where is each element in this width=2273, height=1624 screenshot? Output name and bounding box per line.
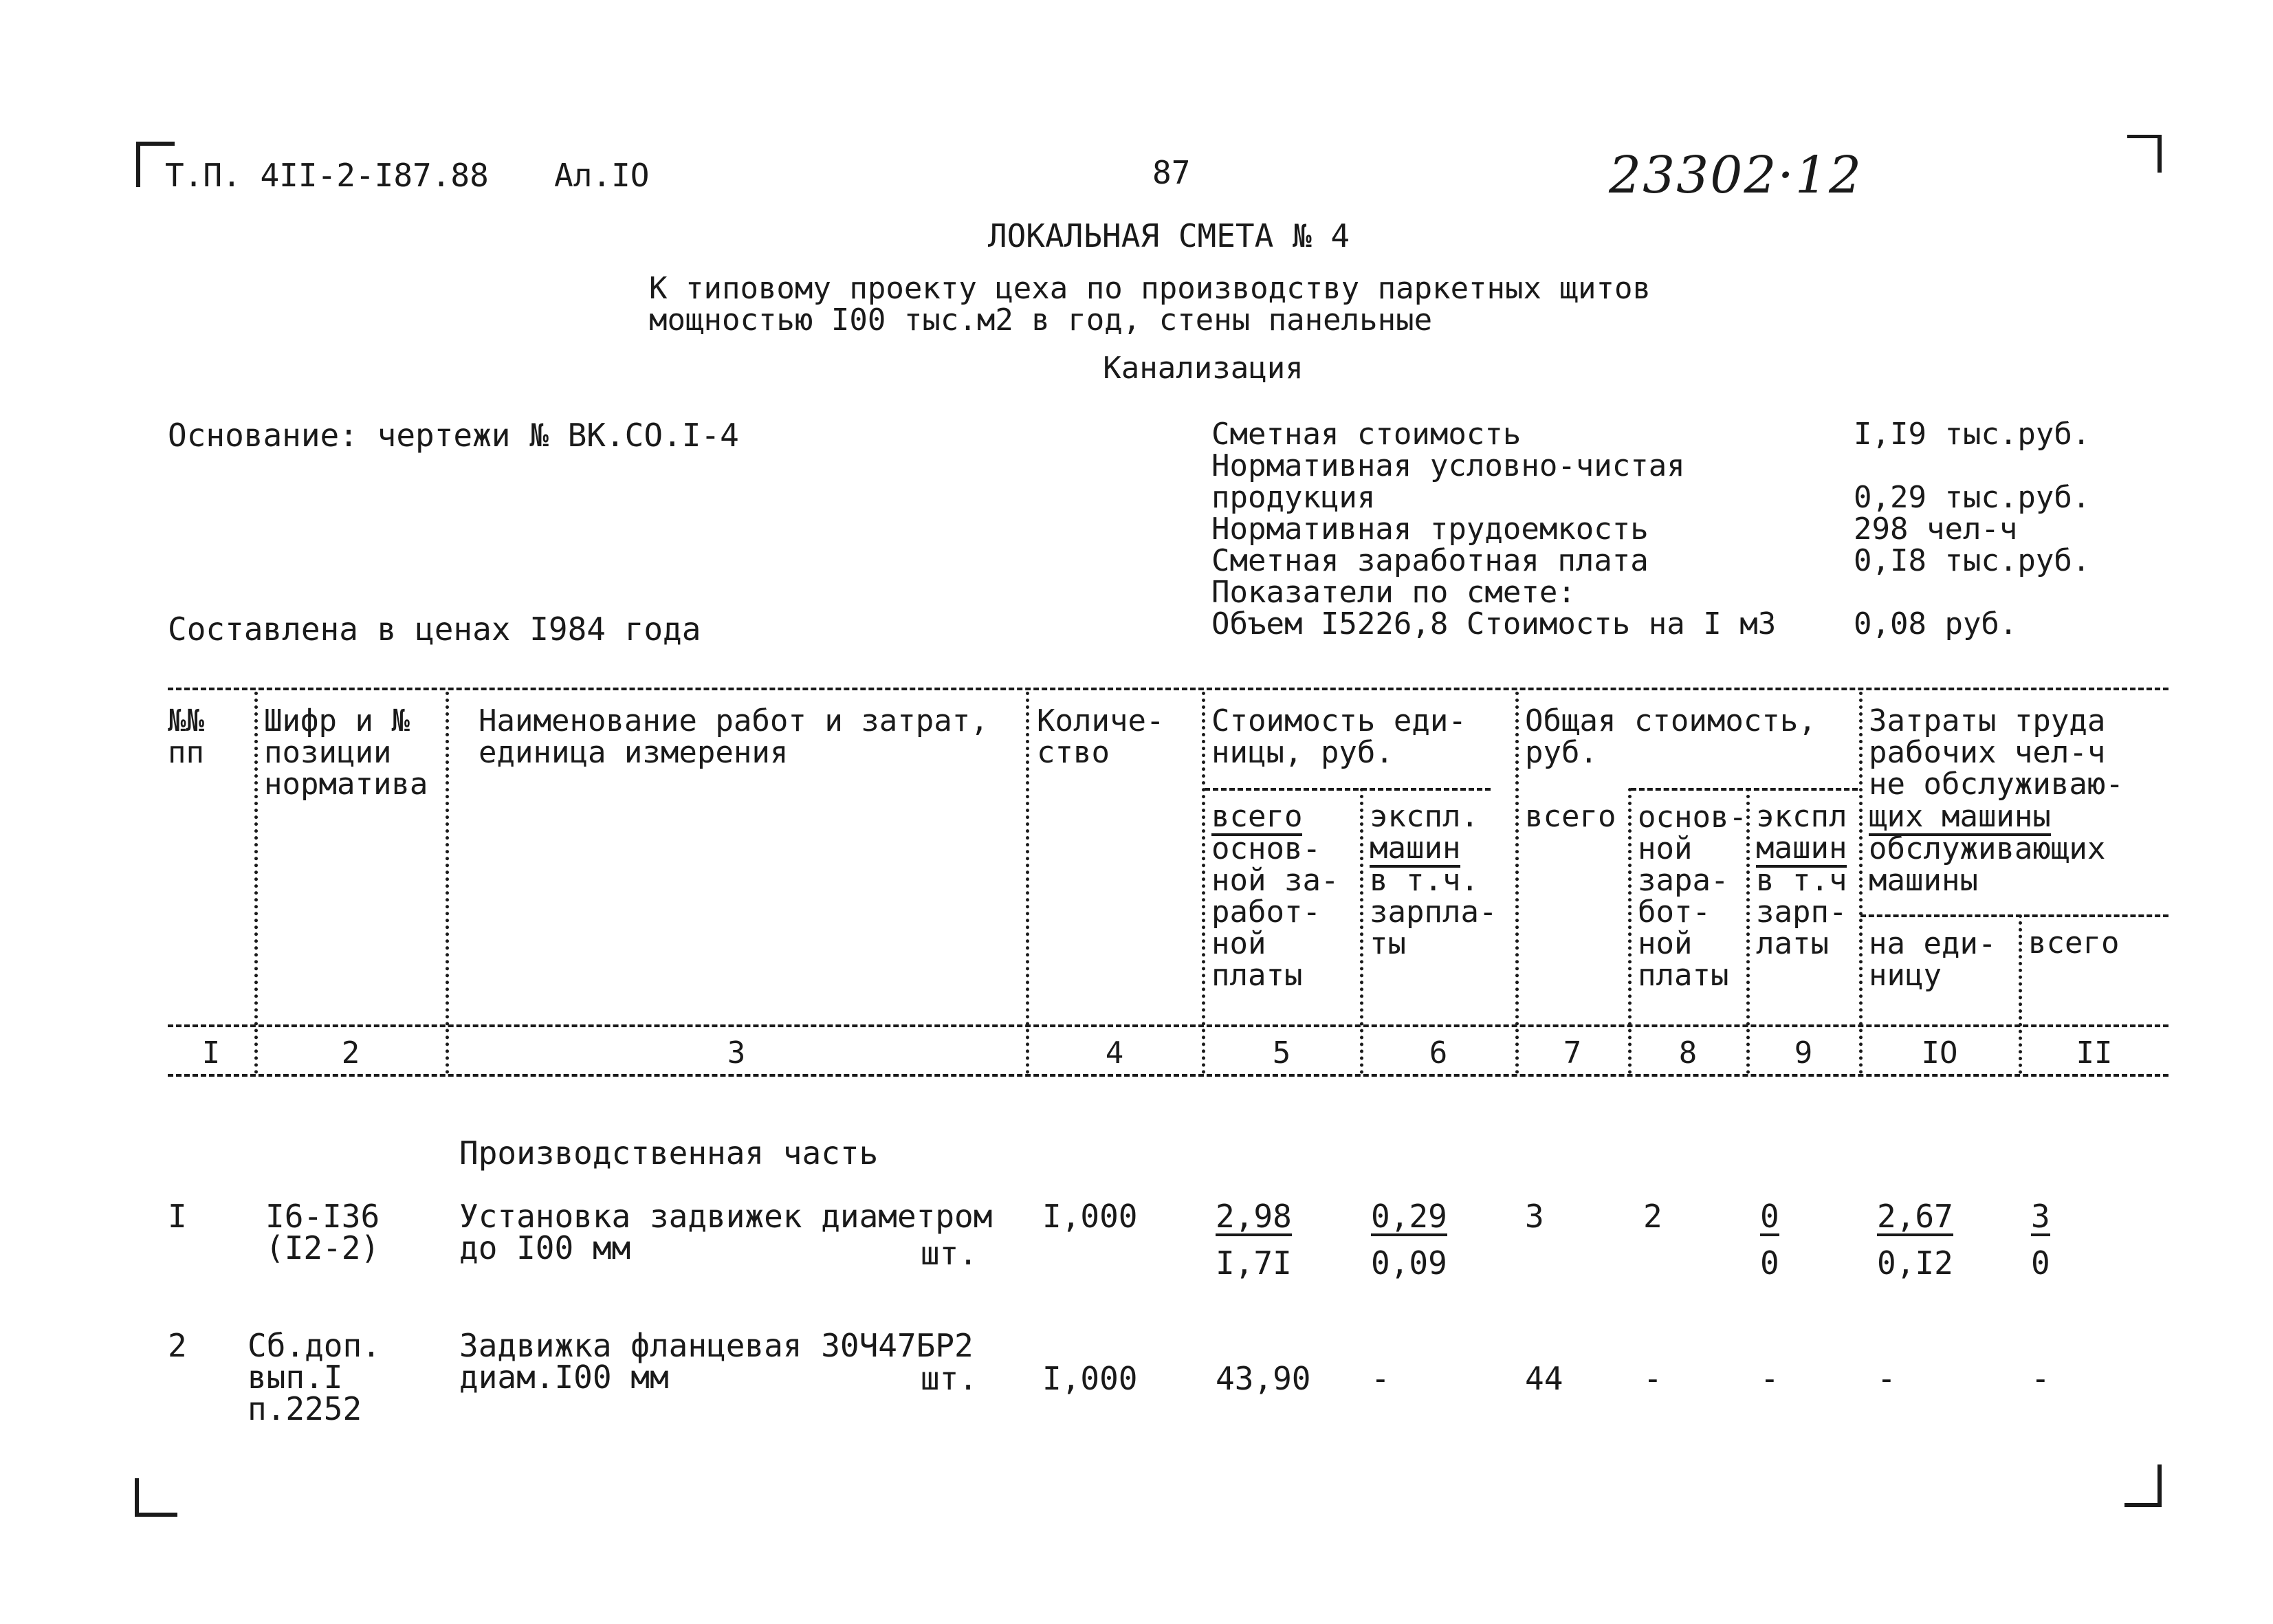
- row2-unit: шт.: [920, 1360, 978, 1397]
- col-divider-5: [1360, 788, 1363, 1074]
- project-reference: Т.П. 4II-2-I87.88: [165, 157, 489, 194]
- title-line-1: К типовому проекту цеха по производству паркетных щитов: [649, 271, 1651, 306]
- header-unit-total: всего: [1211, 802, 1302, 836]
- header-total-machine-wage: в т.ч зарп- латы: [1756, 863, 1847, 961]
- row2-labor-per-unit: -: [1877, 1360, 1896, 1397]
- header-labor-per-unit: на еди- ницу: [1869, 926, 1997, 993]
- header-total-all: всего: [1525, 799, 1616, 834]
- header-total-cost: Общая стоимость, руб.: [1525, 703, 1816, 770]
- header-unit-machines-2: машин: [1370, 833, 1460, 868]
- col-divider-1: [254, 692, 258, 1074]
- col-divider-4: [1202, 692, 1205, 1074]
- row2-work-name: Задвижка фланцевая 30Ч47БР2 диам.I00 мм: [459, 1327, 974, 1396]
- corner-mark-bottom-right: [2124, 1464, 2162, 1507]
- page-number: 87: [1152, 154, 1191, 191]
- row1-total-base-wage: 2: [1643, 1198, 1662, 1235]
- col-number-2: 2: [341, 1035, 360, 1071]
- row2-total-all: 44: [1525, 1360, 1563, 1397]
- header-bottom-rule: [168, 1024, 2168, 1027]
- col-number-8: 8: [1678, 1035, 1698, 1071]
- row2-number: 2: [168, 1327, 187, 1364]
- header-unit-base-wage: основ- ной за- работ- ной платы: [1211, 831, 1339, 993]
- row1-total-machine-wage: 0: [1760, 1244, 1779, 1282]
- section-title: Производственная часть: [459, 1134, 879, 1172]
- col-number-4: 4: [1105, 1035, 1124, 1071]
- header-total-machines-2: машин: [1756, 833, 1847, 868]
- row1-code: I6-I36 (I2-2): [265, 1198, 380, 1266]
- row1-unit-machines: 0,29: [1371, 1198, 1447, 1235]
- header-work-name: Наименование работ и затрат, единица измерения: [479, 703, 989, 770]
- row1-unit: шт.: [920, 1235, 978, 1272]
- summary-label-4: Нормативная трудоемкость: [1211, 512, 1649, 547]
- col-number-1: I: [201, 1035, 221, 1071]
- summary-value-1: I,I9 тыс.руб.: [1854, 417, 2091, 452]
- summary-label-7: Объем I5226,8 Стоимость на I м3: [1211, 606, 1777, 641]
- header-total-machines-1: экспл: [1756, 799, 1847, 834]
- labor-subrule: [1860, 914, 2168, 917]
- summary-label-3: продукция: [1211, 480, 1376, 515]
- summary-value-7: 0,08 руб.: [1854, 606, 2018, 641]
- row2-unit-total: 43,90: [1216, 1360, 1311, 1397]
- basis-drawings: Основание: чертежи № ВК.СО.I-4: [168, 417, 739, 454]
- row1-labor-per-unit: 2,67: [1877, 1198, 1953, 1235]
- col-number-9: 9: [1794, 1035, 1813, 1071]
- row2-total-machines: -: [1760, 1360, 1779, 1397]
- row2-code: Сб.доп. вып.I п.2252: [248, 1327, 381, 1427]
- row1-quantity: I,000: [1042, 1198, 1138, 1235]
- col-divider-2: [446, 692, 449, 1074]
- row2-quantity: I,000: [1042, 1360, 1138, 1397]
- row1-unit-base-wage: I,7I: [1216, 1244, 1292, 1282]
- handwritten-number: 23302·12: [1609, 146, 1863, 205]
- row1-number: I: [168, 1198, 187, 1235]
- col-divider-3: [1026, 692, 1029, 1074]
- header-unit-machines-1: экспл.: [1370, 799, 1479, 834]
- header-labor-non-machine: щих машины: [1869, 802, 2051, 836]
- col-divider-6: [1515, 692, 1519, 1074]
- header-quantity: Количе- ство: [1037, 703, 1165, 770]
- row1-labor-total-machine: 0: [2031, 1244, 2050, 1282]
- col-number-5: 5: [1272, 1035, 1291, 1071]
- summary-label-6: Показатели по смете:: [1211, 575, 1576, 610]
- row1-total-machines: 0: [1760, 1198, 1779, 1235]
- summary-value-3: 0,29 тыс.руб.: [1854, 480, 2091, 515]
- corner-mark-bottom-left: [135, 1478, 177, 1517]
- document-title: ЛОКАЛЬНАЯ СМЕТА № 4: [987, 217, 1350, 254]
- summary-label-1: Сметная стоимость: [1211, 417, 1522, 452]
- basis-prices: Составлена в ценах I984 года: [168, 611, 701, 648]
- table-top-rule: [168, 688, 2168, 690]
- col-number-6: 6: [1429, 1035, 1448, 1071]
- header-labor-machine: обслуживающих машины: [1869, 831, 2106, 898]
- column-number-rule: [168, 1074, 2168, 1077]
- title-line-2: мощностью I00 тыс.м2 в год, стены панельные: [649, 303, 1433, 338]
- summary-value-4: 298 чел-ч: [1854, 512, 2018, 547]
- row1-unit-total: 2,98: [1216, 1198, 1292, 1235]
- section-name: Канализация: [1103, 351, 1304, 386]
- total-cost-subrule: [1631, 788, 1858, 791]
- header-labor: Затраты труда рабочих чел-ч не обслуживаю-: [1869, 703, 2124, 802]
- col-number-7: 7: [1563, 1035, 1582, 1071]
- col-divider-7: [1628, 788, 1632, 1074]
- row1-unit-machine-wage: 0,09: [1371, 1244, 1447, 1282]
- row1-labor-total: 3: [2031, 1198, 2050, 1235]
- summary-label-5: Сметная заработная плата: [1211, 543, 1649, 578]
- corner-mark-top-right: [2127, 135, 2162, 173]
- album-number: Ал.IO: [554, 157, 650, 194]
- summary-label-2: Нормативная условно-чистая: [1211, 448, 1685, 483]
- row2-total-base-wage: -: [1643, 1360, 1662, 1397]
- row1-labor-per-unit-machine: 0,I2: [1877, 1244, 1953, 1282]
- header-code: Шифр и № позиции норматива: [264, 703, 428, 802]
- header-unit-cost: Стоимость еди- ницы, руб.: [1211, 703, 1467, 770]
- col-number-11: II: [2076, 1035, 2113, 1071]
- col-number-3: 3: [727, 1035, 746, 1071]
- col-number-10: IO: [1921, 1035, 1958, 1071]
- summary-value-5: 0,I8 тыс.руб.: [1854, 543, 2091, 578]
- header-labor-total: всего: [2028, 925, 2120, 961]
- row2-labor-total: -: [2031, 1360, 2050, 1397]
- row2-unit-machines: -: [1371, 1360, 1390, 1397]
- unit-cost-subrule: [1205, 788, 1491, 791]
- header-total-base-wage: основ- ной зара- бот- ной платы: [1638, 800, 1747, 993]
- row1-work-name: Установка задвижек диаметром до I00 мм: [459, 1198, 993, 1266]
- header-unit-machine-wage: в т.ч. зарпла- ты: [1370, 863, 1497, 961]
- col-divider-9: [1859, 692, 1863, 1074]
- row1-total-all: 3: [1525, 1198, 1544, 1235]
- header-row-number: №№ пп: [168, 703, 204, 770]
